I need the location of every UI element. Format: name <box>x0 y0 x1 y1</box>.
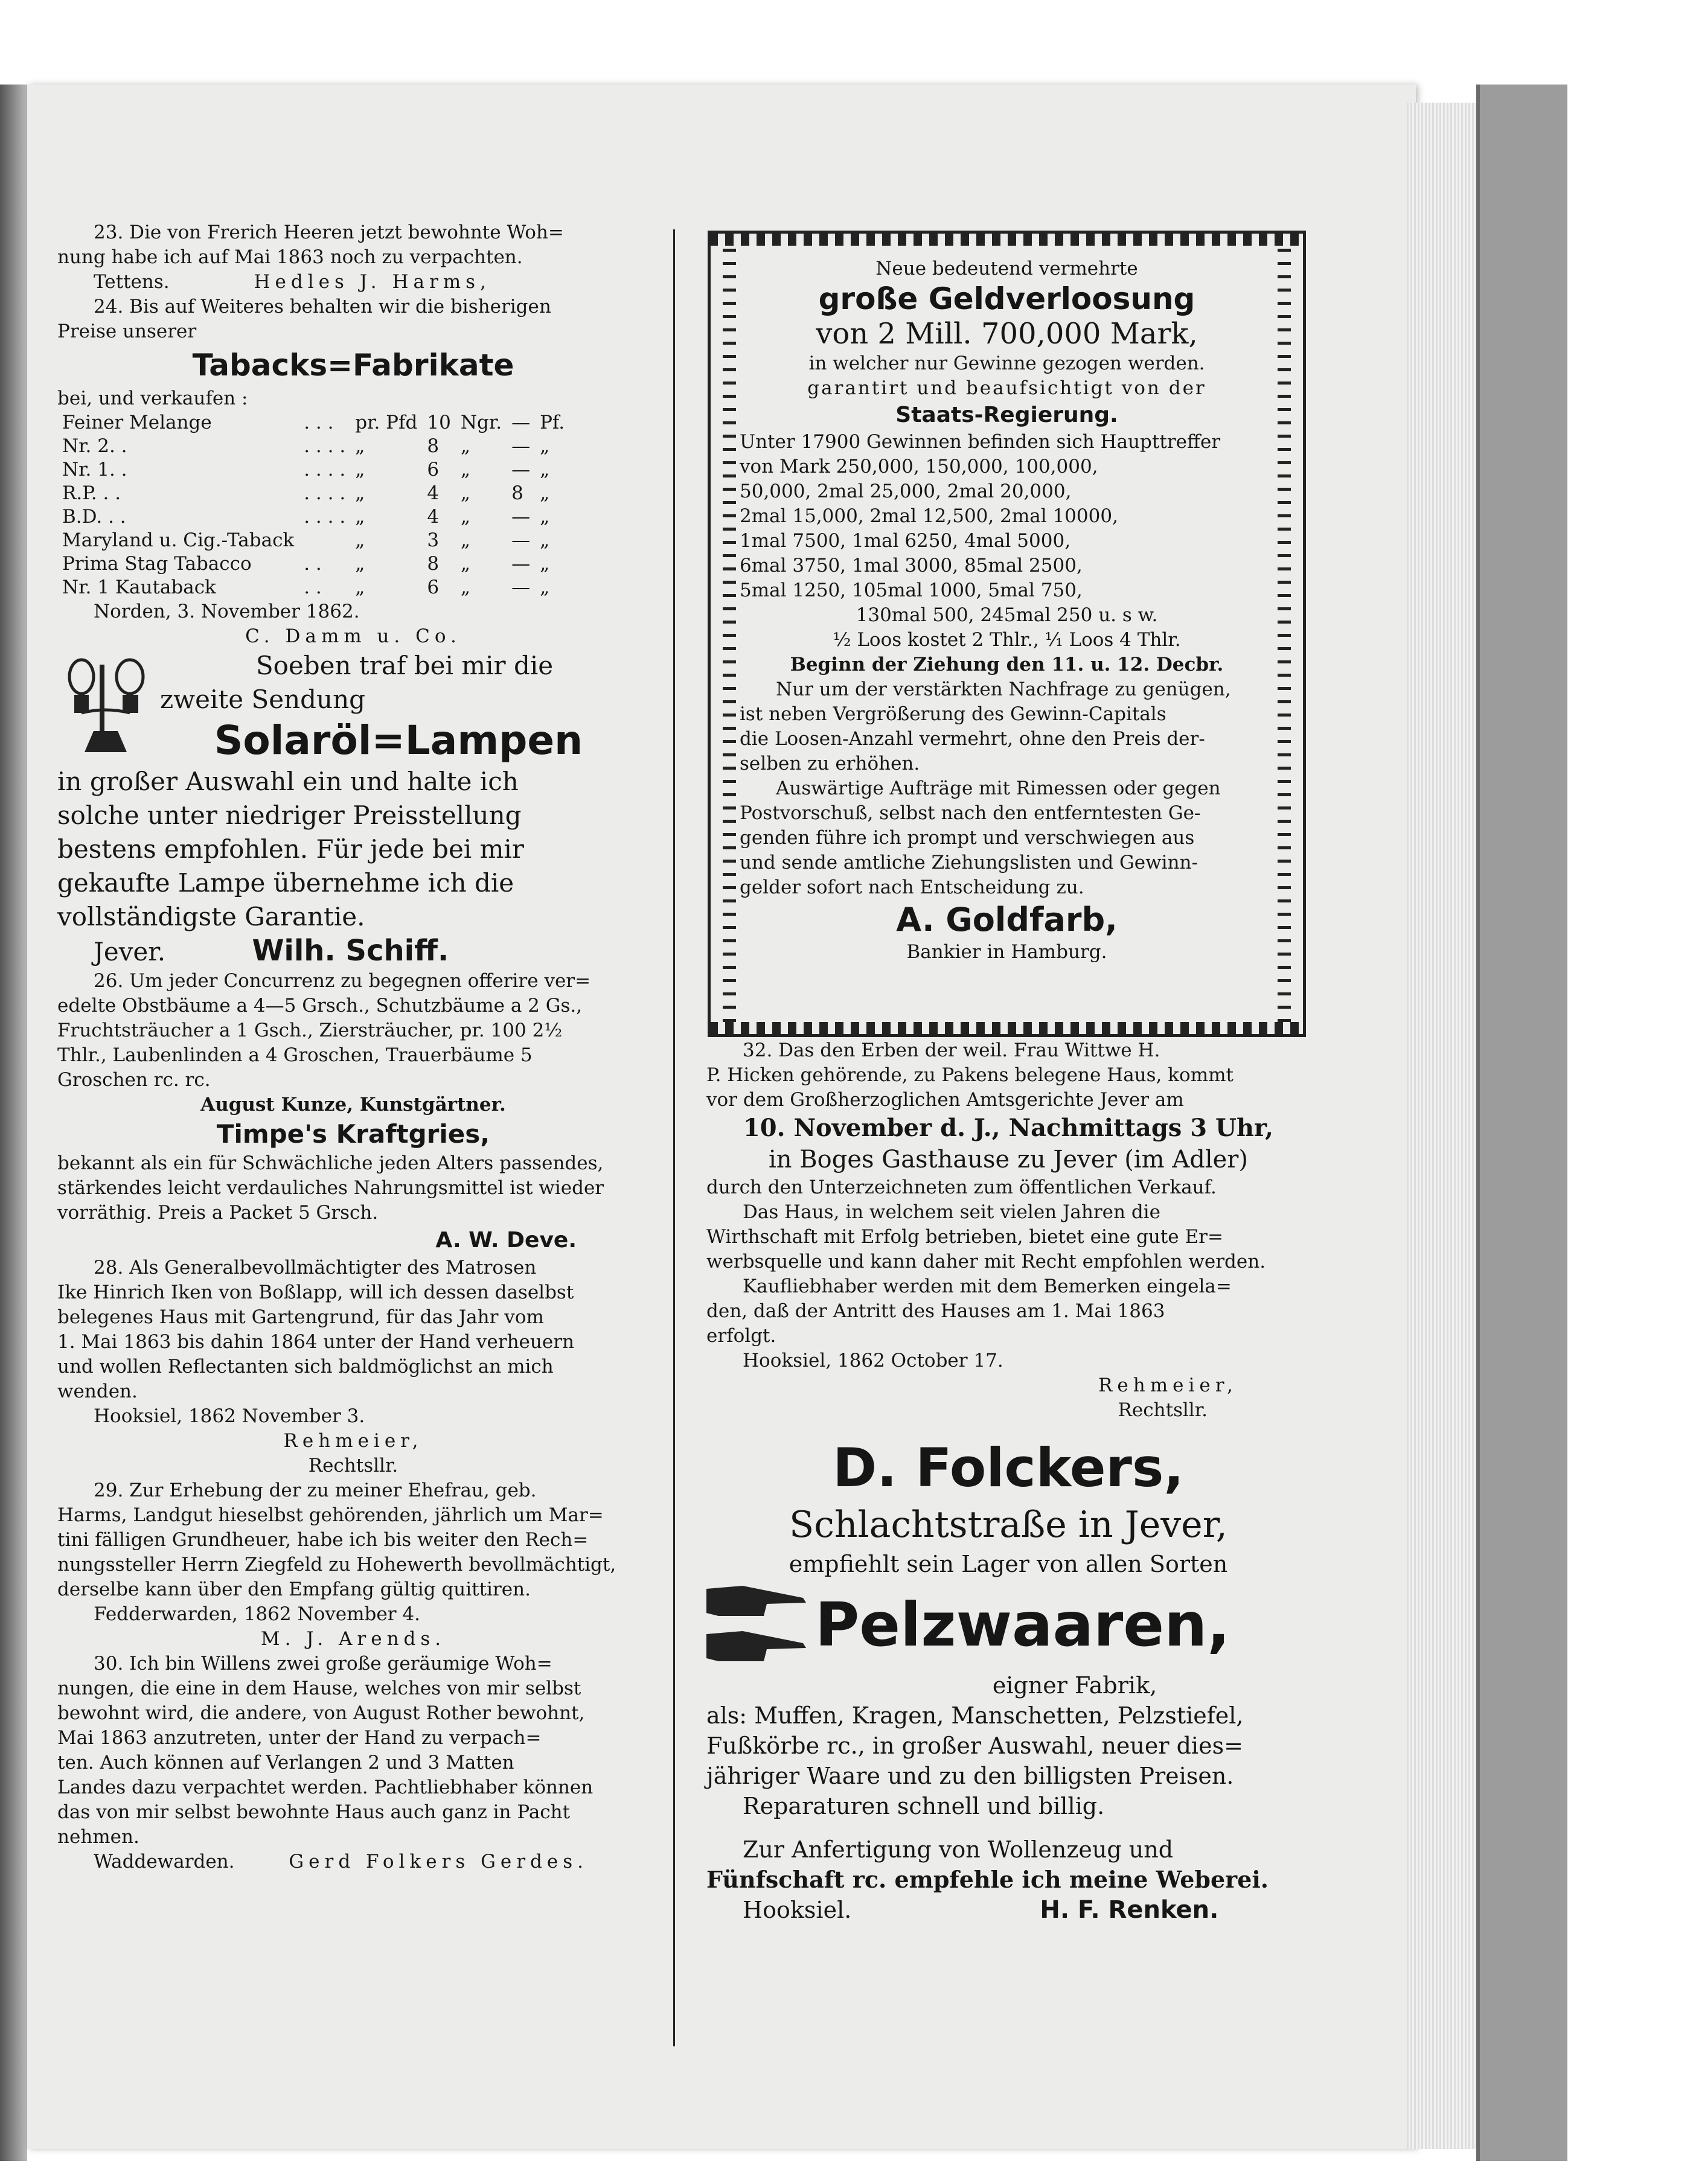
ad-heading: Tabacks=Fabrikate <box>192 348 514 383</box>
ad-text: bekannt als ein für Schwächliche jeden Alters passendes, <box>57 1152 604 1174</box>
price-cell-ngr: 3 <box>427 529 440 551</box>
price-cell-name: R.P. . . <box>62 482 121 504</box>
price-row <box>57 576 569 599</box>
ad-text: werbsquelle und kann daher mit Recht empfohlen werden. <box>706 1251 1266 1272</box>
price-cell-unit: „ <box>355 435 365 457</box>
price-cell-ngr-u: „ <box>460 482 470 504</box>
ad-33 <box>706 1435 1310 1821</box>
price-cell-unit: „ <box>355 576 365 598</box>
ad-date: Hooksiel, 1862 October 17. <box>743 1350 1003 1371</box>
ad-text: gekaufte Lampe übernehme ich die <box>57 868 514 898</box>
left-column <box>57 220 649 1874</box>
ad-text: Unter 17900 Gewinnen befinden sich Haupttreffer <box>740 431 1221 453</box>
ad-text: vollständigste Garantie. <box>57 902 365 931</box>
ad-text: Wirthschaft mit Erfolg betrieben, bietet eine gute Er= <box>706 1226 1223 1248</box>
price-cell-ngr: 10 <box>427 412 451 433</box>
ad-25 <box>57 649 649 969</box>
right-column <box>706 1038 1310 1925</box>
ad-text: ten. Auch können auf Verlangen 2 und 3 Matten <box>57 1752 514 1774</box>
ad-heading: Timpe's Kraftgries, <box>216 1119 490 1149</box>
ad-text: nungssteller Herrn Ziegfeld zu Hohewerth bevollmächtigt, <box>57 1554 616 1576</box>
ad-text: Mai 1863 anzutreten, unter der Hand zu verpach= <box>57 1727 542 1749</box>
ad-signature: A. W. Deve. <box>435 1228 577 1253</box>
book-cover <box>1476 85 1567 2161</box>
ad-place: Jever. <box>94 937 166 966</box>
price-cell-name: Nr. 1. . <box>62 459 127 481</box>
price-table <box>57 411 569 599</box>
ad-text: 24. Bis auf Weiteres behalten wir die bisherigen <box>94 296 551 318</box>
ad-text: solche unter niedriger Preisstellung <box>57 800 522 830</box>
ad-text: nung habe ich auf Mai 1863 noch zu verpachten. <box>57 246 523 268</box>
ad-text: 23. Die von Frerich Heeren jetzt bewohnte Woh= <box>94 222 564 243</box>
ad-30 <box>57 1652 649 1874</box>
ad-signature-title: Rechtsllr. <box>1118 1399 1208 1421</box>
ad-text: in Boges Gasthause zu Jever (im Adler) <box>768 1146 1249 1173</box>
ad-text: Zur Anfertigung von Wollenzeug und <box>743 1836 1174 1863</box>
price-cell-dots: . . . . <box>304 506 346 528</box>
ad-signature: M. J. Arends. <box>260 1628 446 1650</box>
price-row <box>57 505 569 529</box>
ad-text: 26. Um jeder Concurrenz zu begegnen offerire ver= <box>94 970 591 992</box>
ad-text: 50,000, 2mal 25,000, 2mal 20,000, <box>740 481 1072 502</box>
ad-text: bewohnt wird, die andere, von August Rother bewohnt, <box>57 1702 585 1724</box>
lottery-ad-frame <box>709 232 1304 1035</box>
ad-text: genden führe ich prompt und verschwiegen aus <box>740 827 1195 849</box>
ad-date: Norden, 3. November 1862. <box>94 601 360 622</box>
price-cell-dots: . . <box>304 576 322 598</box>
ad-text: 28. Als Generalbevollmächtigter des Matrosen <box>94 1257 537 1279</box>
price-cell-pf-u: „ <box>540 553 550 575</box>
price-cell-pf: — <box>511 412 531 433</box>
ad-heading: große Geldverloosung <box>818 281 1195 316</box>
ad-text: Nur um der verstärkten Nachfrage zu genügen, <box>776 679 1231 700</box>
pointing-hand-icon <box>706 1580 809 1625</box>
ad-26 <box>57 969 649 1117</box>
ad-text: Fünfschaft rc. empfehle ich meine Weberei. <box>706 1866 1269 1893</box>
price-cell-unit: „ <box>355 553 365 575</box>
ad-heading: D. Folckers, <box>833 1437 1184 1499</box>
ad-text: Das Haus, in welchem seit vielen Jahren die <box>743 1201 1160 1223</box>
ad-heading: Solaröl=Lampen <box>214 717 583 764</box>
ad-text: die Loosen-Anzahl vermehrt, ohne den Preis der- <box>740 728 1205 750</box>
pointing-hand-icon <box>706 1625 809 1670</box>
price-cell-dots: . . . . <box>304 435 346 457</box>
ad-signature: Hedles J. Harms, <box>254 271 491 293</box>
ad-text: empfiehlt sein Lager von allen Sorten <box>789 1551 1228 1577</box>
ad-text: erfolgt. <box>706 1325 776 1347</box>
price-cell-ngr: 6 <box>427 576 440 598</box>
ad-text: Ike Hinrich Iken von Boßlapp, will ich dessen daselbst <box>57 1282 574 1303</box>
price-cell-name: Feiner Melange <box>62 412 212 433</box>
ad-text: derselbe kann über den Empfang gültig quittiren. <box>57 1579 531 1600</box>
ad-place: Tettens. <box>94 271 170 293</box>
price-cell-name: Prima Stag Tabacco <box>62 553 252 575</box>
price-cell-ngr: 6 <box>427 459 440 481</box>
column-divider <box>673 229 675 2046</box>
price-cell-ngr-u: „ <box>460 435 470 457</box>
ad-text: Beginn der Ziehung den 11. u. 12. Decbr. <box>790 654 1224 675</box>
ad-text: Soeben traf bei mir die <box>255 651 554 680</box>
ad-text: 2mal 15,000, 2mal 12,500, 2mal 10000, <box>740 505 1118 527</box>
ad-text: Neue bedeutend vermehrte <box>875 258 1138 279</box>
ad-text: zweite Sendung <box>160 685 365 714</box>
ad-text: Groschen rc. rc. <box>57 1069 211 1091</box>
price-row <box>57 552 569 576</box>
ad-date: Hooksiel, 1862 November 3. <box>94 1405 365 1427</box>
price-cell-unit: „ <box>355 506 365 528</box>
ad-text: Auswärtige Aufträge mit Rimessen oder gegen <box>776 777 1221 799</box>
price-cell-unit: „ <box>355 482 365 504</box>
ad-text: von Mark 250,000, 150,000, 100,000, <box>740 456 1098 477</box>
price-cell-name: Nr. 2. . <box>62 435 127 457</box>
ad-27 <box>57 1117 649 1256</box>
ornament-border-bottom <box>709 1022 1304 1035</box>
price-row <box>57 435 569 458</box>
ad-text: ist neben Vergrößerung des Gewinn-Capitals <box>740 703 1166 725</box>
price-cell-dots: . . <box>304 553 322 575</box>
price-cell-ngr-u: „ <box>460 553 470 575</box>
ad-29 <box>57 1478 649 1652</box>
ad-text: nungen, die eine in dem Hause, welches von mir selbst <box>57 1678 581 1699</box>
price-cell-unit: „ <box>355 459 365 481</box>
lamp-icon <box>57 653 160 755</box>
price-cell-dots: . . . . <box>304 482 346 504</box>
ad-text: belegenes Haus mit Gartengrund, für das Jahr vom <box>57 1306 544 1328</box>
price-cell-ngr: 4 <box>427 482 440 504</box>
ad-text: 1mal 7500, 1mal 6250, 4mal 5000, <box>740 530 1071 552</box>
ad-text: und sende amtliche Ziehungslisten und Gewinn- <box>740 852 1198 873</box>
price-cell-pf: — <box>511 435 531 457</box>
ad-text: P. Hicken gehörende, zu Pakens belegene Haus, kommt <box>706 1064 1234 1086</box>
ad-text: jähriger Waare und zu den billigsten Preisen. <box>706 1763 1234 1789</box>
ad-text: Schlachtstraße in Jever, <box>789 1504 1227 1546</box>
price-row <box>57 411 569 435</box>
ad-place: Waddewarden. <box>94 1851 235 1873</box>
ad-text: stärkendes leicht verdauliches Nahrungsmittel ist wieder <box>57 1177 604 1199</box>
ad-text: in welcher nur Gewinne gezogen werden. <box>808 353 1205 374</box>
ad-32 <box>706 1038 1310 1423</box>
ad-text: 6mal 3750, 1mal 3000, 85mal 2500, <box>740 555 1083 576</box>
ad-text: Fruchtsträucher a 1 Gsch., Ziersträucher, pr. 100 2½ <box>57 1020 563 1041</box>
price-cell-pf-u: „ <box>540 482 550 504</box>
price-cell-ngr: 4 <box>427 506 440 528</box>
ad-text: Kaufliebhaber werden mit dem Bemerken eingela= <box>743 1276 1232 1297</box>
price-cell-pf-u: „ <box>540 529 550 551</box>
ad-text: tini fälligen Grundheuer, habe ich bis weiter den Rech= <box>57 1529 589 1551</box>
price-cell-name: Maryland u. Cig.-Taback <box>62 529 295 551</box>
price-cell-pf: — <box>511 576 531 598</box>
price-cell-name: Nr. 1 Kautaback <box>62 576 216 598</box>
price-cell-pf: — <box>511 459 531 481</box>
ad-23 <box>57 220 649 295</box>
price-cell-pf-u: „ <box>540 576 550 598</box>
ad-text: edelte Obstbäume a 4—5 Grsch., Schutzbäume a 2 Gs., <box>57 995 583 1017</box>
price-cell-pf: — <box>511 506 531 528</box>
price-cell-dots: . . . <box>304 412 334 433</box>
ad-text: wenden. <box>57 1381 138 1402</box>
price-cell-pf-u: „ <box>540 435 550 457</box>
ad-text: 5mal 1250, 105mal 1000, 5mal 750, <box>740 580 1083 601</box>
ad-heading: Staats-Regierung. <box>895 403 1118 427</box>
ad-text: bei, und verkaufen : <box>57 388 248 409</box>
ad-text: in großer Auswahl ein und halte ich <box>57 767 519 796</box>
ad-text: und wollen Reflectanten sich baldmöglichst an mich <box>57 1356 554 1378</box>
ad-text: eigner Fabrik, <box>992 1672 1157 1699</box>
ad-signature-title: Rechtsllr. <box>308 1455 398 1477</box>
ad-text: das von mir selbst bewohnte Haus auch ganz in Pacht <box>57 1801 571 1823</box>
ad-text: selben zu erhöhen. <box>740 753 920 774</box>
ad-signature-title: Bankier in Hamburg. <box>906 941 1107 963</box>
ad-signature: A. Goldfarb, <box>896 901 1118 939</box>
ad-34 <box>706 1834 1310 1925</box>
price-cell-ngr-u: „ <box>460 529 470 551</box>
ad-text: Postvorschuß, selbst nach den entferntesten Ge- <box>740 802 1201 824</box>
price-cell-dots <box>299 529 350 552</box>
ornament-border-top <box>709 232 1304 246</box>
price-cell-unit: pr. Pfd <box>355 412 418 433</box>
price-cell-pf: — <box>511 529 531 551</box>
price-cell-name: B.D. . . <box>62 506 126 528</box>
ad-heading: Pelzwaaren, <box>815 1589 1230 1660</box>
ad-text: Harms, Landgut hieselbst gehörenden, jährlich um Mar= <box>57 1504 604 1526</box>
price-cell-unit: „ <box>355 529 365 551</box>
price-cell-ngr: 8 <box>427 553 440 575</box>
ad-text: Landes dazu verpachtet werden. Pachtliebhaber können <box>57 1777 594 1798</box>
ad-signature: H. F. Renken. <box>1040 1896 1219 1924</box>
price-cell-ngr: 8 <box>427 435 440 457</box>
ad-text: vorräthig. Preis a Packet 5 Grsch. <box>57 1202 379 1224</box>
ad-text: 10. November d. J., Nachmittags 3 Uhr, <box>743 1114 1274 1142</box>
ad-date: Fedderwarden, 1862 November 4. <box>94 1603 420 1625</box>
ad-signature: Rehmeier, <box>1098 1375 1238 1396</box>
ad-place: Hooksiel. <box>743 1897 852 1923</box>
price-row <box>57 529 569 552</box>
binding-shadow <box>0 85 27 2161</box>
price-row <box>57 482 569 505</box>
price-row <box>57 458 569 482</box>
price-cell-ngr-u: „ <box>460 506 470 528</box>
ad-signature: Rehmeier, <box>283 1430 423 1452</box>
ad-text: Reparaturen schnell und billig. <box>743 1793 1105 1819</box>
ad-text: bestens empfohlen. Für jede bei mir <box>57 834 524 864</box>
lottery-ad <box>740 257 1274 965</box>
price-cell-pf-u: „ <box>540 459 550 481</box>
ad-text: 32. Das den Erben der weil. Frau Wittwe H. <box>743 1039 1160 1061</box>
ad-text: 130mal 500, 245mal 250 u. s w. <box>856 604 1158 626</box>
ad-text: Fußkörbe rc., in großer Auswahl, neuer dies= <box>706 1732 1243 1759</box>
ad-text: 30. Ich bin Willens zwei große geräumige Woh= <box>94 1653 552 1675</box>
ad-text: durch den Unterzeichneten zum öffentlichen Verkauf. <box>706 1177 1217 1198</box>
price-cell-pf-u: Pf. <box>540 412 565 433</box>
ad-signature: Wilh. Schiff. <box>252 934 449 968</box>
price-cell-ngr-u: „ <box>460 459 470 481</box>
ad-text: den, daß der Antritt des Hauses am 1. Mai 1863 <box>706 1300 1165 1322</box>
price-cell-pf: 8 <box>511 482 523 504</box>
price-cell-dots: . . . . <box>304 459 346 481</box>
ad-text: 1. Mai 1863 bis dahin 1864 unter der Hand verheuern <box>57 1331 574 1353</box>
ad-text: 29. Zur Erhebung der zu meiner Ehefrau, geb. <box>94 1480 537 1501</box>
ad-text: Thlr., Laubenlinden a 4 Groschen, Trauerbäume 5 <box>57 1044 533 1066</box>
ad-signature: Gerd Folkers Gerdes. <box>289 1851 589 1873</box>
ad-text: als: Muffen, Kragen, Manschetten, Pelzstiefel, <box>706 1702 1244 1729</box>
ad-text: garantirt und beaufsichtigt von der <box>807 377 1206 399</box>
price-cell-ngr-u: „ <box>460 576 470 598</box>
ad-heading: von 2 Mill. 700,000 Mark, <box>816 317 1198 351</box>
ad-text: vor dem Großherzoglichen Amtsgerichte Jever am <box>706 1089 1184 1111</box>
ad-text: gelder sofort nach Entscheidung zu. <box>740 876 1084 898</box>
ad-signature: C. Damm u. Co. <box>245 625 461 647</box>
ad-24 <box>57 295 649 649</box>
ad-text: ½ Loos kostet 2 Thlr., ¹⁄₁ Loos 4 Thlr. <box>833 629 1181 651</box>
price-cell-pf-u: „ <box>540 506 550 528</box>
ad-text: Preise unserer <box>57 321 197 342</box>
ad-text: nehmen. <box>57 1826 139 1848</box>
ad-signature: August Kunze, Kunstgärtner. <box>200 1094 506 1116</box>
price-cell-ngr-u: Ngr. <box>460 412 502 433</box>
price-cell-pf: — <box>511 553 531 575</box>
ad-28 <box>57 1256 649 1478</box>
